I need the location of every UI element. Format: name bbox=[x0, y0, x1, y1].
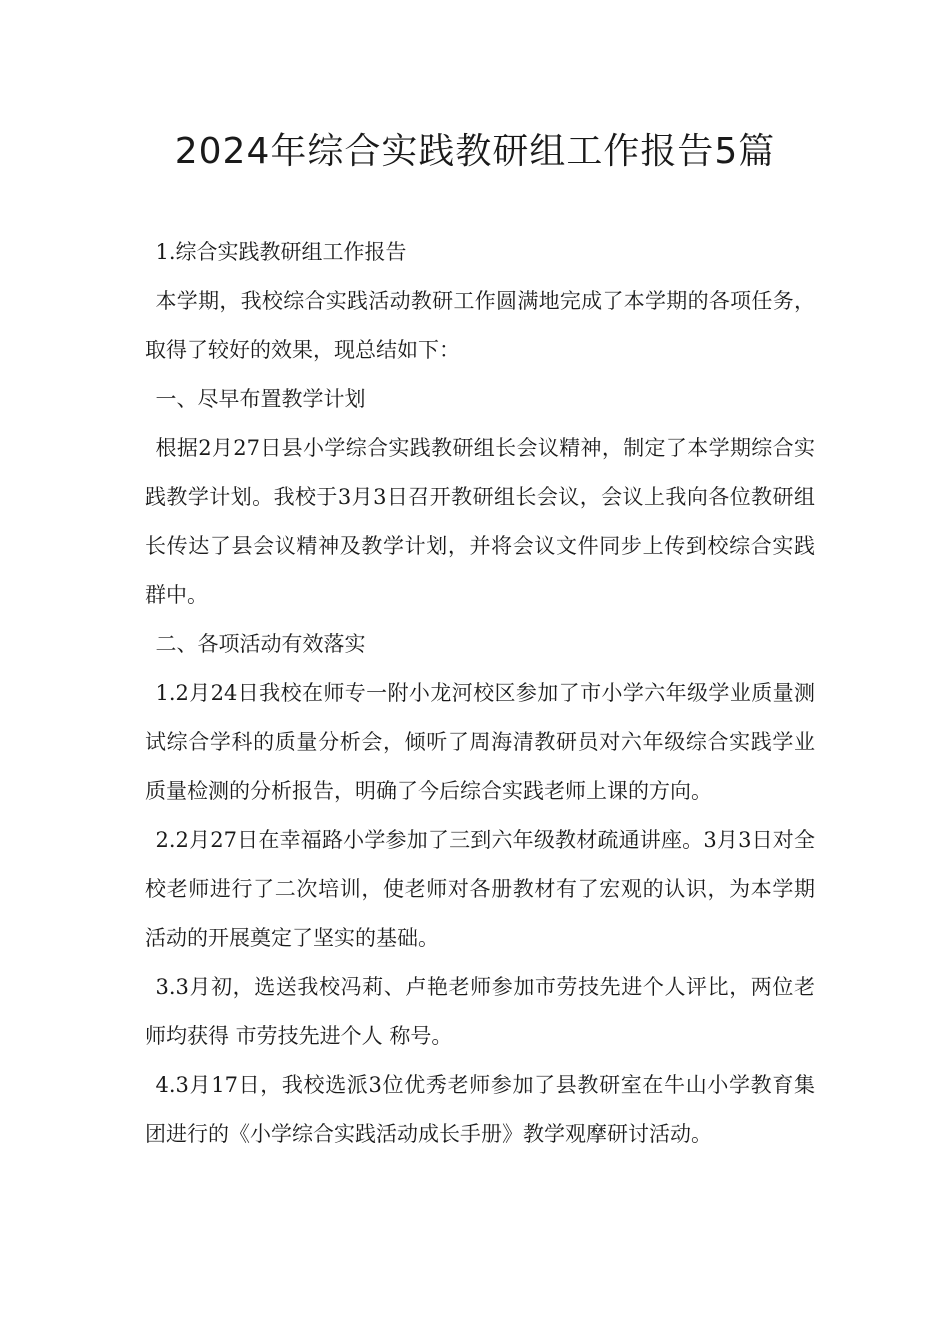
document-title: 2024年综合实践教研组工作报告5篇 bbox=[174, 131, 776, 172]
document-body bbox=[145, 228, 815, 1159]
list-item: 3.3月初，选送我校冯莉、卢艳老师参加市劳技先进个人评比，两位老师均获得 市劳技先进个人 称号。 bbox=[145, 975, 815, 1048]
list-item: 1.2月24日我校在师专一附小龙河校区参加了市小学六年级学业质量测试综合学科的质量分析会，倾听了周海清教研员对六年级综合实践学业质量检测的分析报告，明确了今后综合实践老师上课的方向。 bbox=[145, 681, 815, 803]
section-heading-1: 1.综合实践教研组工作报告 bbox=[155, 240, 407, 264]
section-heading-activities: 二、各项活动有效落实 bbox=[155, 632, 366, 656]
paragraph-plan: 根据2月27日县小学综合实践教研组长会议精神，制定了本学期综合实践教学计划。我校于3月3日召开教研组长会议，会议上我向各位教研组长传达了县会议精神及教学计划，并将会议文件同步上传到校综合实践群中。 bbox=[145, 436, 815, 607]
list-item: 2.2月27日在幸福路小学参加了三到六年级教材疏通讲座。3月3日对全校老师进行了二次培训，使老师对各册教材有了宏观的认识，为本学期活动的开展奠定了坚实的基础。 bbox=[145, 828, 815, 950]
list-item: 4.3月17日，我校选派3位优秀老师参加了县教研室在牛山小学教育集团进行的《小学综合实践活动成长手册》教学观摩研讨活动。 bbox=[145, 1073, 815, 1146]
paragraph-intro: 本学期，我校综合实践活动教研工作圆满地完成了本学期的各项任务，取得了较好的效果，现总结如下： bbox=[145, 289, 815, 362]
section-heading-plan: 一、尽早布置教学计划 bbox=[155, 387, 366, 411]
